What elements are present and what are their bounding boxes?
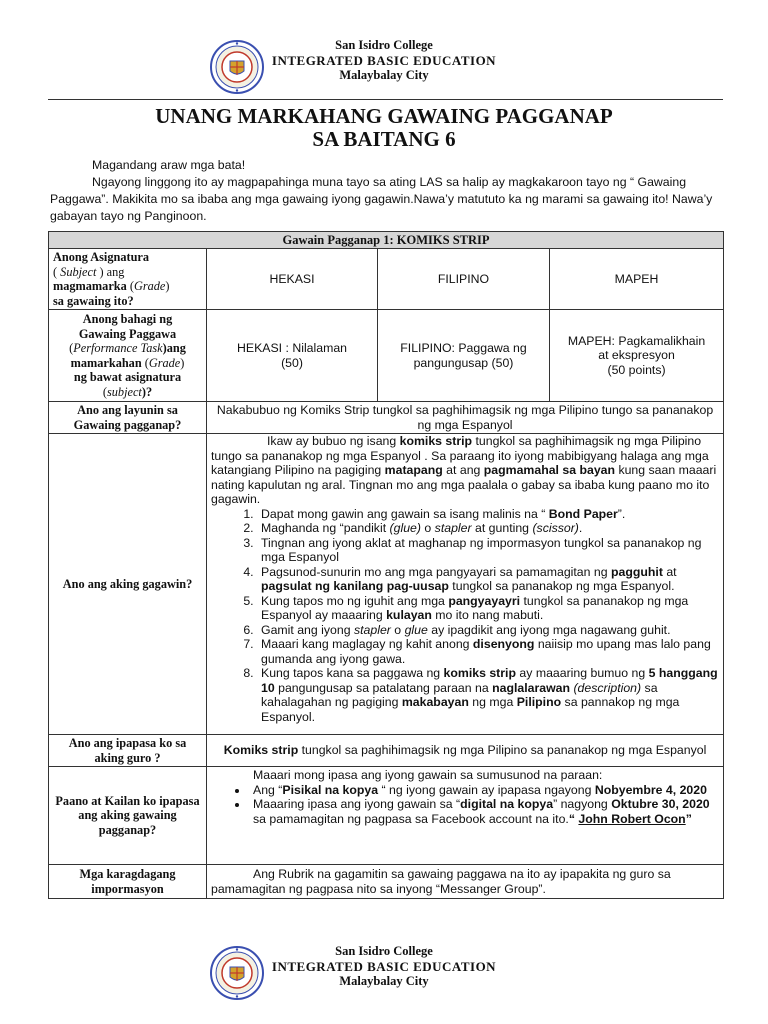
submission-question: Ano ang ipapasa ko sa aking guro ? [49, 735, 207, 767]
task-steps [211, 507, 719, 725]
city-name: Malaybalay City [339, 974, 429, 988]
school-name: San Isidro College [335, 38, 433, 52]
subject-mapeh: MAPEH [550, 249, 724, 310]
intro-text [50, 157, 724, 225]
subject-filipino: FILIPINO [378, 249, 550, 310]
list-item: • Ang “Pisikal na kopya “ ng iyong gawain ay ipapasa ngayong Nobyembre 4, 2020 [249, 783, 719, 798]
deadline-answer [207, 767, 724, 865]
grading-question: Anong bahagi ng Gawaing Paggawa (Performance Task)ang mamarkahan (Grade) ng bawat asignatura (subject)? [49, 310, 207, 402]
department-name: INTEGRATED BASIC EDUCATION [271, 53, 497, 68]
page-header [0, 38, 768, 100]
title-line-2: SA BAITANG 6 [312, 127, 456, 151]
list-item: 8. Kung tapos kana sa paggawa ng komiks strip ay maaaring bumuo ng 5 hanggang 10 pangungusap sa patalatang paraan na naglalarawan (description) sa kahalagahan ng pagiging makabayan ng mga Pilipino sa pannakop ng mga Espanyol. [257, 666, 719, 724]
list-item: 4. Pagsunod-sunurin mo ang mga pangyayari sa pamamagitan ng pagguhit at pagsulat ng kanilang pag-uusap tungkol sa pananakop ng mga Espanyol. [257, 565, 719, 594]
city-name: Malaybalay City [339, 68, 429, 82]
task-instructions [207, 434, 724, 735]
subject-question: Anong Asignatura ( Subject ) ang magmamarka (Grade) sa gawaing ito? [49, 249, 207, 310]
school-name: San Isidro College [335, 944, 433, 958]
objective-question: Ano ang layunin sa Gawaing pagganap? [49, 402, 207, 434]
submission-methods [211, 783, 719, 827]
deadline-question: Paano at Kailan ko ipapasa ang aking gawaing pagganap? [49, 767, 207, 865]
list-item: 2. Maghanda ng “pandikit (glue) o stapler at gunting (scissor). [257, 521, 719, 536]
page-title [0, 105, 768, 151]
list-item: 5. Kung tapos mo ng iguhit ang mga pangyayayri tungkol sa pananakop ng mga Espanyol ay maaaring kulayan mo ito nang mabuti. [257, 594, 719, 623]
task-question: Ano ang aking gagawin? [49, 434, 207, 735]
list-item: 1. Dapat mong gawin ang gawain sa isang malinis na “ Bond Paper”. [257, 507, 719, 522]
list-item: • Maaaring ipasa ang iyong gawain sa “digital na kopya” nagyong Oktubre 30, 2020 sa pamamagitan ng pagpasa sa Facebook account na ito.“ John Robert Ocon” [249, 797, 719, 826]
filipino-grade-part: FILIPINO: Paggawa ng pangungusap (50) [378, 310, 550, 402]
additional-info-label: Mga karagdagang impormasyon [49, 865, 207, 899]
table-caption: Gawain Pagganap 1: KOMIKS STRIP [49, 232, 724, 249]
performance-task-table [48, 231, 724, 899]
objective-answer: Nakabubuo ng Komiks Strip tungkol sa paghihimagsik ng mga Pilipino tungo sa pananakop ng mga Espanyol [207, 402, 724, 434]
task-intro: Ikaw ay bubuo ng isang komiks strip tungkol sa paghihimagsik ng mga Pilipino tungo sa pananakop ng mga Espanyol . Sa paraang ito iyong mabibigyang halaga ang mga katangiang Pilipino na pagiging matapang at ang pagmamahal sa bayan kung saan maaari nating kapulutan ng aral. Tingnan mo ang mga paalala o gabay sa ibaba kung paano mo ito gagawin. [211, 434, 717, 506]
list-item: 7. Maaari kang maglagay ng kahit anong disenyong naiisip mo upang mas lalo pang gumanda ang iyong gawa. [257, 637, 719, 666]
additional-info-value: Ang Rubrik na gagamitin sa gawaing paggawa na ito ay ipapakita ng guro sa pamamagitan ng pagpasa nito sa inyong “Messanger Group”. [207, 865, 724, 899]
submission-answer: Komiks strip tungkol sa paghihimagsik ng mga Pilipino sa pananakop ng mga Espanyol [207, 735, 724, 767]
list-item: 6. Gamit ang iyong stapler o glue ay ipagdikit ang iyong mga nagawang guhit. [257, 623, 719, 638]
mapeh-grade-part: MAPEH: Pagkamalikhain at ekspresyon (50 points) [550, 310, 724, 402]
subject-hekasi: HEKASI [207, 249, 378, 310]
page-footer [0, 944, 768, 1006]
facebook-account-name: John Robert Ocon [578, 811, 686, 826]
deadline-intro: Maaari mong ipasa ang iyong gawain sa sumusunod na paraan: [253, 768, 603, 782]
intro-paragraph: Ngayong linggong ito ay magpapahinga muna tayo sa ating LAS sa halip ay magkakaroon tayo ng “ Gawaing Paggawa”. Makikita mo sa ibaba ang mga gawaing iyong gagawin.Nawa’y matututo ka ng marami sa gawaing ito! Nawa’y gabayan tayo ng Panginoon. [50, 175, 713, 223]
department-name: INTEGRATED BASIC EDUCATION [271, 959, 497, 974]
hekasi-grade-part: HEKASI : Nilalaman (50) [207, 310, 378, 402]
greeting: Magandang araw mga bata! [92, 158, 246, 172]
header-divider [48, 99, 723, 100]
list-item: 3. Tingnan ang iyong aklat at maghanap ng impormasyon tungkol sa pananakop ng mga Espanyol [257, 536, 719, 565]
title-line-1: UNANG MARKAHANG GAWAING PAGGANAP [155, 104, 613, 128]
